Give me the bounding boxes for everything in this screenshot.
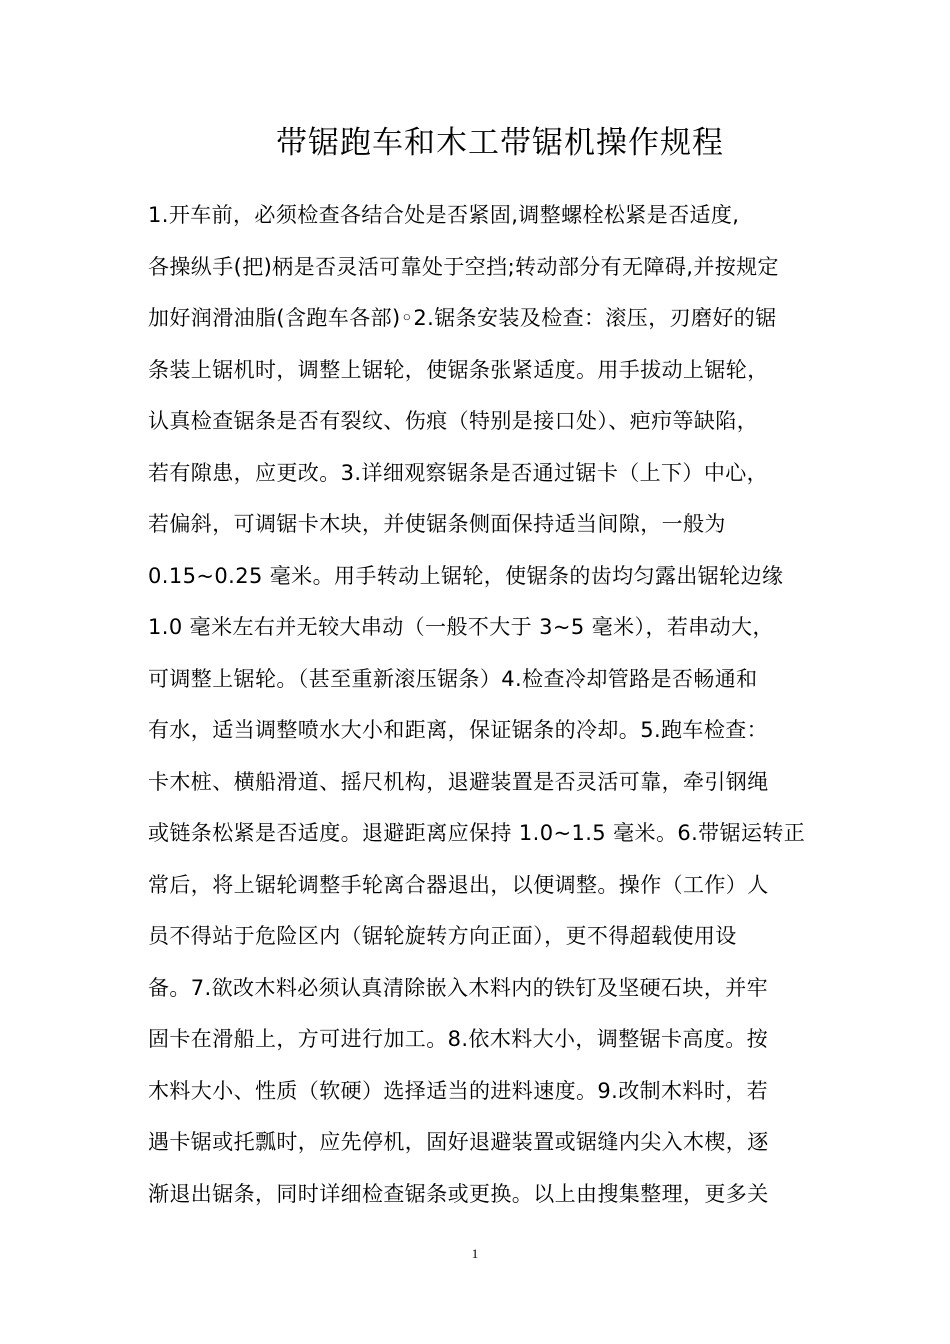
body-line: 木料大小、性质（软硬）选择适当的进料速度。9.改制木料时，若 — [148, 1079, 769, 1103]
body-line: 各操纵手(把)柄是否灵活可靠处于空挡;转动部分有无障碍,并按规定 — [148, 255, 779, 279]
body-line: 遇卡锯或托瓢时，应先停机，固好退避装置或锯缝内尖入木楔，逐 — [148, 1130, 769, 1154]
body-line: 或链条松紧是否适度。退避距离应保持 1.0~1.5 毫米。6.带锯运转正 — [148, 821, 806, 845]
body-line: 渐退出锯条，同时详细检查锯条或更换。以上由搜集整理，更多关 — [148, 1182, 769, 1206]
document-title: 带锯跑车和木工带锯机操作规程 — [276, 125, 724, 161]
body-line: 员不得站于危险区内（锯轮旋转方向正面），更不得超载使用设 — [148, 924, 737, 948]
body-line: 有水，适当调整喷水大小和距离，保证锯条的冷却。5.跑车检查： — [148, 718, 769, 742]
body-line: 可调整上锯轮。（甚至重新滚压锯条）4.检查冷却管路是否畅通和 — [148, 667, 758, 691]
body-line: 备。7.欲改木料必须认真清除嵌入木料内的铁钉及坚硬石块，并牢 — [148, 976, 769, 1000]
page-number: 1 — [471, 1246, 479, 1261]
body-line: 若有隙患，应更改。3.详细观察锯条是否通过锯卡（上下）中心， — [148, 461, 769, 485]
body-line: 条装上锯机时，调整上锯轮，使锯条张紧适度。用手拔动上锯轮， — [148, 358, 769, 382]
body-line: 固卡在滑船上，方可进行加工。8.依木料大小，调整锯卡高度。按 — [148, 1027, 769, 1051]
body-line: 0.15~0.25 毫米。用手转动上锯轮，使锯条的齿均匀露出锯轮边缘 — [148, 564, 784, 588]
body-line: 卡木桩、横船滑道、摇尺机构，退避装置是否灵活可靠，牵引钢绳 — [148, 770, 769, 794]
body-line: 若偏斜，可调锯卡木块，并使锯条侧面保持适当间隙，一般为 — [148, 512, 726, 536]
body-line: 常后，将上锯轮调整手轮离合器退出，以便调整。操作（工作）人 — [148, 873, 769, 897]
body-line: 认真检查锯条是否有裂纹、伤痕（特别是接口处）、疤疖等缺陷， — [148, 409, 759, 433]
body-line: 加好润滑油脂(含跑车各部)◦2.锯条安装及检查：滚压，刃磨好的锯 — [148, 306, 777, 330]
body-line: 1.开车前，必须检查各结合处是否紧固,调整螺栓松紧是否适度, — [148, 203, 740, 227]
body-line: 1.0 毫米左右并无较大串动（一般不大于 3~5 毫米），若串动大， — [148, 615, 774, 639]
